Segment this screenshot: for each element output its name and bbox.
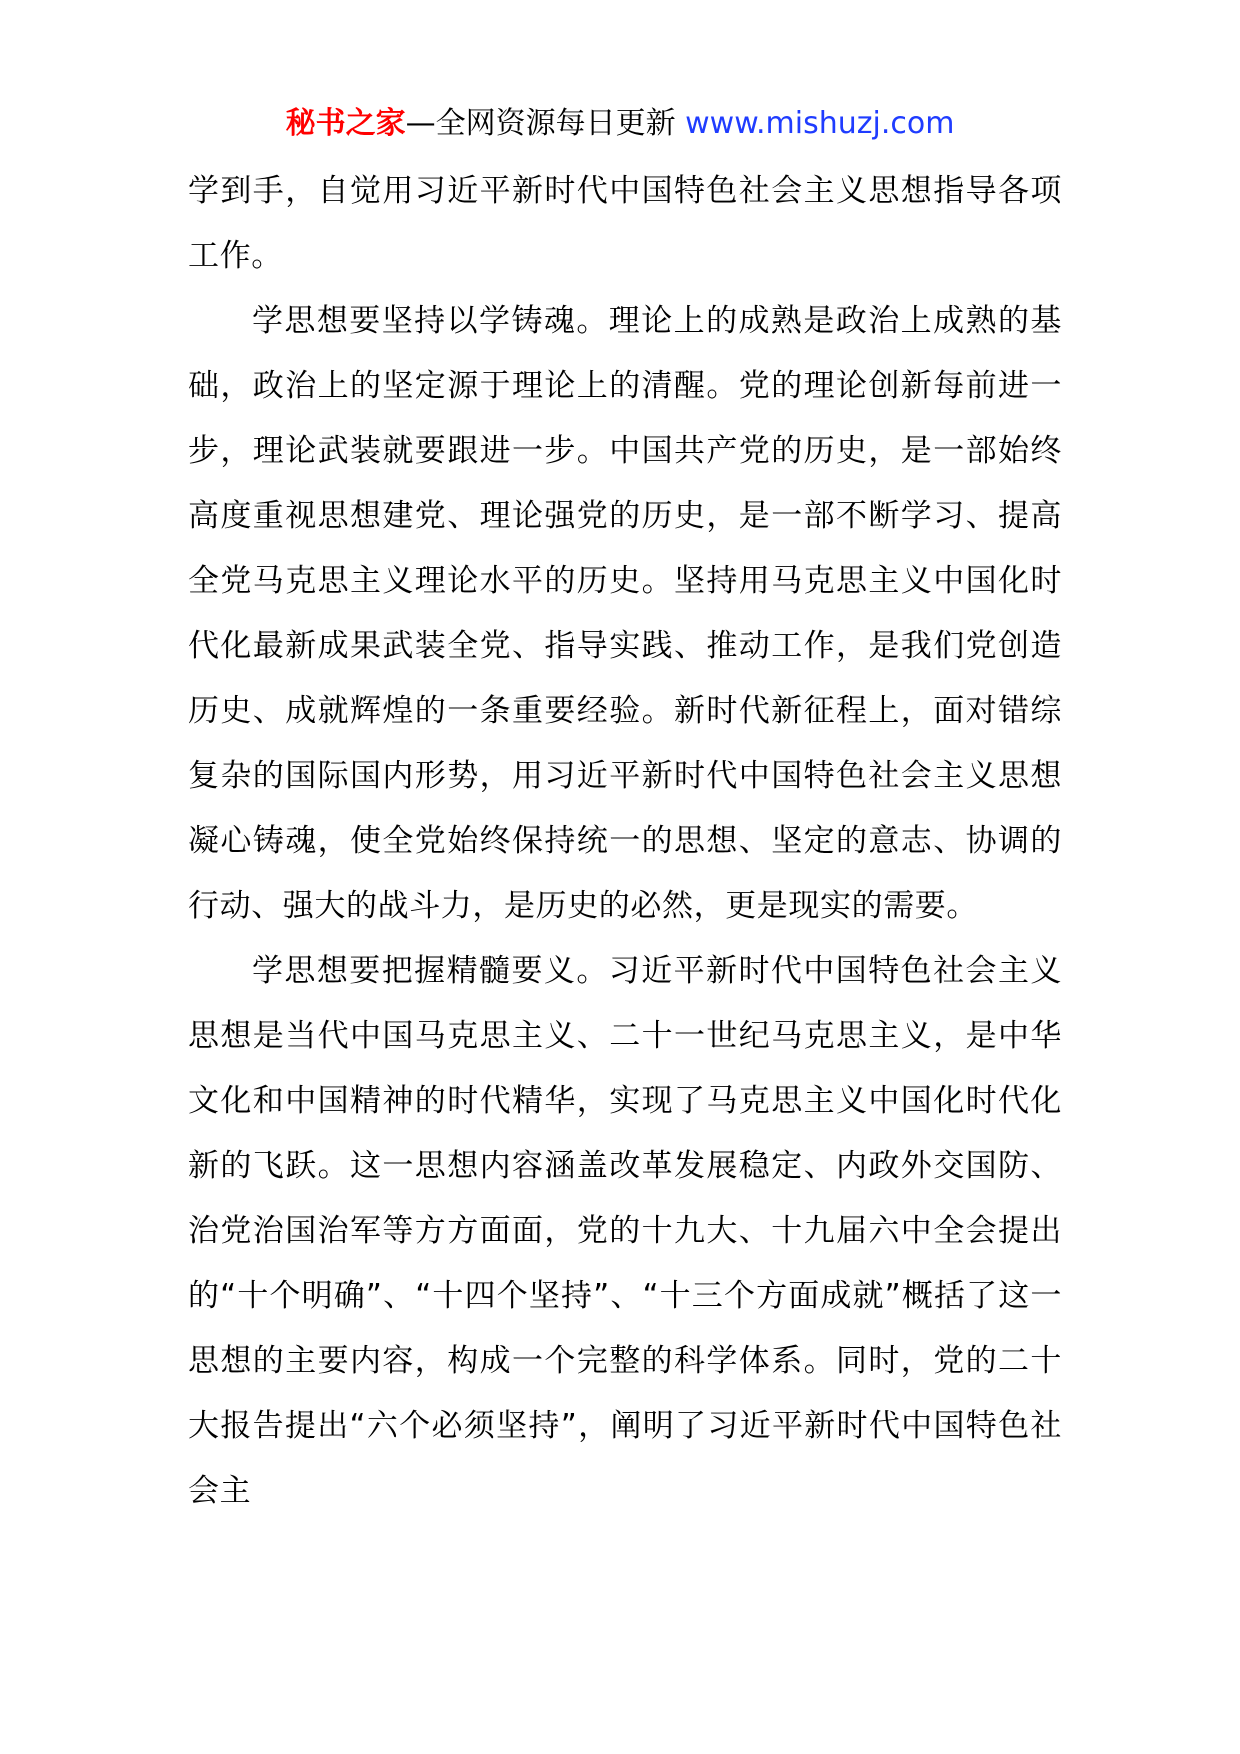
site-header [0, 98, 1240, 150]
paragraph-learn-to-forge-soul: 学思想要坚持以学铸魂。理论上的成熟是政治上成熟的基础，政治上的坚定源于理论上的清醒。党的理论创新每前进一步，理论武装就要跟进一步。中国共产党的历史，是一部始终高度重视思想建党、理论强党的历史，是一部不断学习、提高全党马克思主义理论水平的历史。坚持用马克思主义中国化时代化最新成果武装全党、指导实践、推动工作，是我们党创造历史、成就辉煌的一条重要经验。新时代新征程上，面对错综复杂的国际国内形势，用习近平新时代中国特色社会主义思想凝心铸魂，使全党始终保持统一的思想、坚定的意志、协调的行动、强大的战斗力，是历史的必然，更是现实的需要。 [188, 303, 1062, 924]
site-tagline: —全网资源每日更新 [405, 106, 686, 141]
site-brand: 秘书之家 [285, 106, 406, 141]
site-url-link[interactable]: www.mishuzj.com [685, 106, 955, 141]
paragraph-continuation: 学到手，自觉用习近平新时代中国特色社会主义思想指导各项工作。 [188, 173, 1062, 274]
document-body [188, 159, 1062, 1524]
paragraph-grasp-essence: 学思想要把握精髓要义。习近平新时代中国特色社会主义思想是当代中国马克思主义、二十一世纪马克思主义，是中华文化和中国精神的时代精华，实现了马克思主义中国化时代化新的飞跃。这一思想内容涵盖改革发展稳定、内政外交国防、治党治国治军等方方面面，党的十九大、十九届六中全会提出的“十个明确”、“十四个坚持”、“十三个方面成就”概括了这一思想的主要内容，构成一个完整的科学体系。同时，党的二十大报告提出“六个必须坚持”，阐明了习近平新时代中国特色社会主 [188, 953, 1062, 1509]
